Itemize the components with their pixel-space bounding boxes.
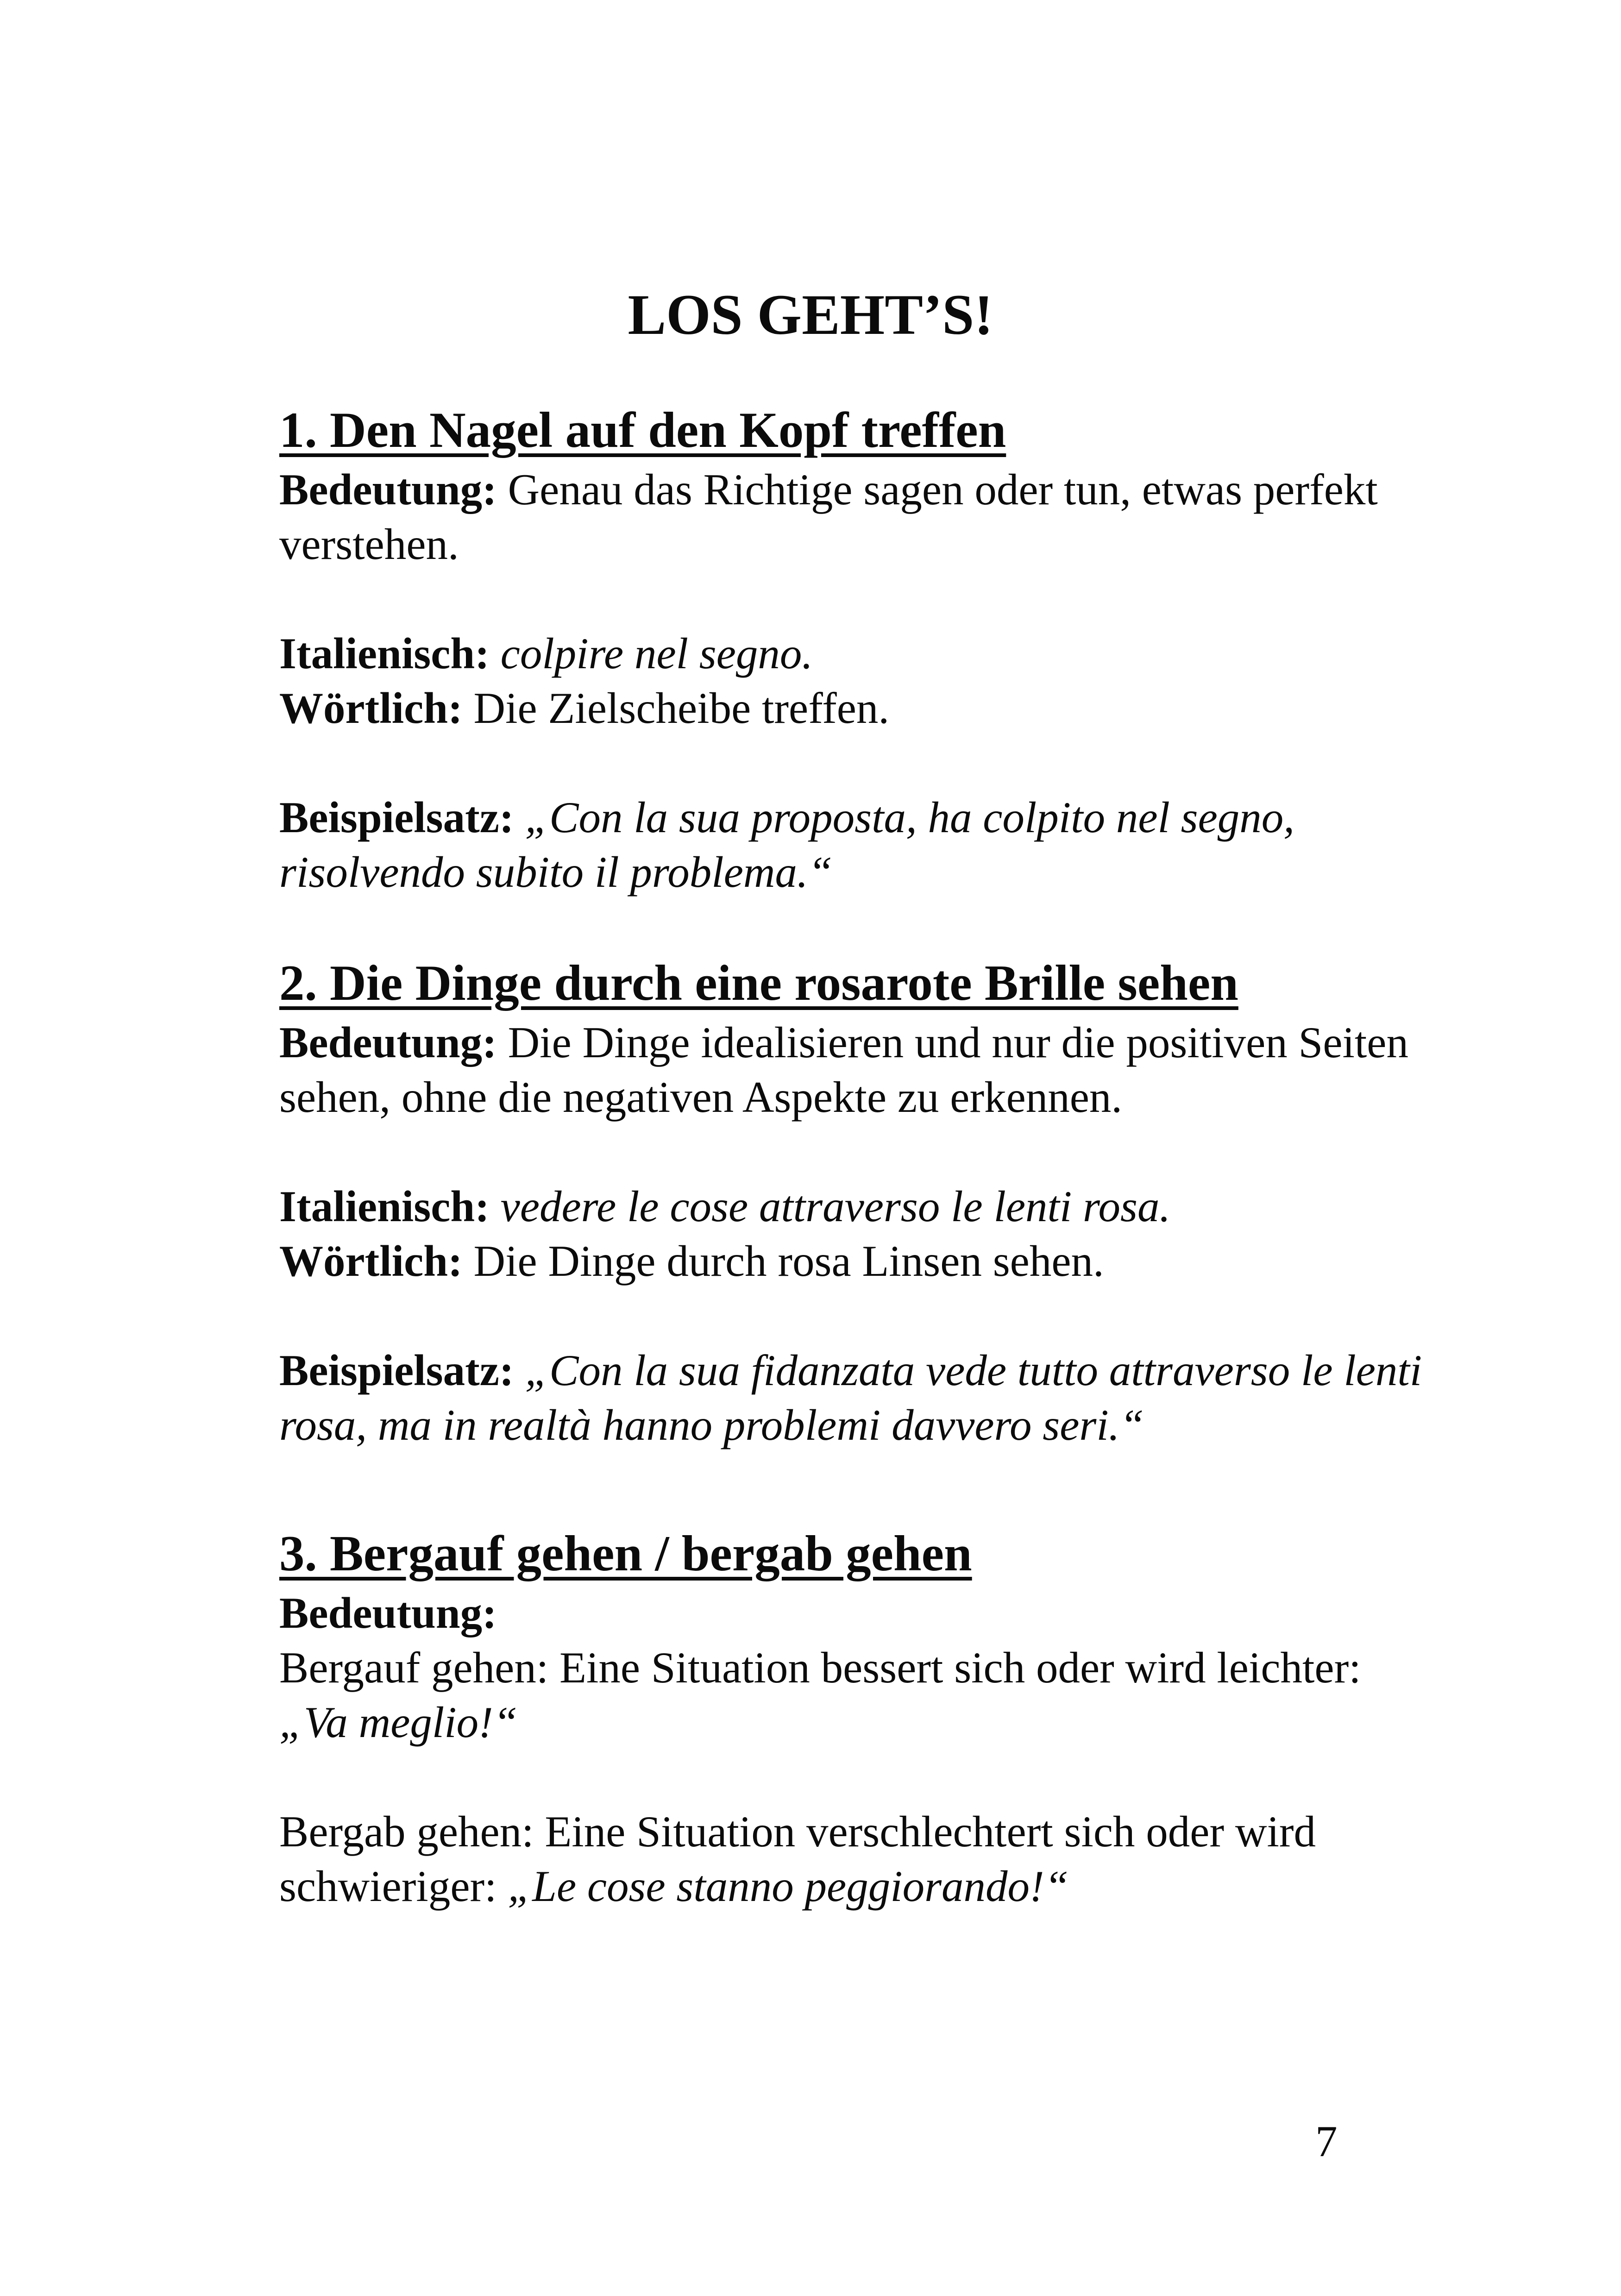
idiom-section-1 xyxy=(279,398,1437,899)
section-heading: 3. Bergauf gehen / bergab gehen xyxy=(279,1525,972,1581)
italian-line xyxy=(279,626,1437,681)
meaning-text: Genau das Richtige sagen oder tun, etwas perfekt verstehen. xyxy=(279,465,1378,569)
meaning-label: Bedeutung: xyxy=(279,1588,497,1637)
example-text: „Con la sua proposta, ha colpito nel segno, risolvendo subito il problema.“ xyxy=(279,793,1295,897)
literal-text: Die Zielscheibe treffen. xyxy=(462,684,890,733)
section-heading: 2. Die Dinge durch eine rosarote Brille sehen xyxy=(279,955,1238,1011)
example-label: Beispielsatz: xyxy=(279,1346,514,1395)
example-label: Beispielsatz: xyxy=(279,793,514,842)
page-content xyxy=(279,398,1437,1913)
uphill-paragraph xyxy=(279,1640,1437,1750)
literal-label: Wörtlich: xyxy=(279,684,463,733)
meaning-paragraph xyxy=(279,462,1437,571)
example-paragraph xyxy=(279,790,1437,899)
example-paragraph xyxy=(279,1343,1437,1452)
literal-text: Die Dinge durch rosa Linsen sehen. xyxy=(462,1236,1104,1286)
meaning-label: Bedeutung: xyxy=(279,1018,497,1067)
literal-label: Wörtlich: xyxy=(279,1236,463,1286)
page-number: 7 xyxy=(1315,2117,1338,2166)
meaning-text: Die Dinge idealisieren und nur die positiven Seiten sehen, ohne die negativen Aspekte zu erkennen. xyxy=(279,1018,1408,1122)
literal-line xyxy=(279,681,1437,735)
idiom-section-2 xyxy=(279,951,1437,1452)
page-title: LOS GEHT’S! xyxy=(628,283,993,346)
downhill-quote: „Le cose stanno peggiorando!“ xyxy=(508,1862,1069,1911)
downhill-text: Bergab gehen: Eine Situation verschlechtert sich oder wird schwieriger: xyxy=(279,1807,1316,1911)
italian-text: vedere le cose attraverso le lenti rosa. xyxy=(500,1182,1171,1231)
italian-text: colpire nel segno. xyxy=(500,629,813,678)
meaning-paragraph xyxy=(279,1015,1437,1124)
section-heading: 1. Den Nagel auf den Kopf treffen xyxy=(279,402,1006,458)
downhill-paragraph xyxy=(279,1804,1437,1913)
literal-line xyxy=(279,1234,1437,1288)
italian-label: Italienisch: xyxy=(279,629,490,678)
uphill-text: Bergauf gehen: Eine Situation bessert sich oder wird leichter: xyxy=(279,1643,1361,1692)
uphill-quote: „Va meglio!“ xyxy=(279,1698,518,1747)
idiom-section-3 xyxy=(279,1522,1437,1913)
meaning-label: Bedeutung: xyxy=(279,465,497,514)
italian-label: Italienisch: xyxy=(279,1182,490,1231)
example-text: „Con la sua fidanzata vede tutto attraverso le lenti rosa, ma in realtà hanno problemi davvero seri.“ xyxy=(279,1346,1422,1449)
italian-line xyxy=(279,1179,1437,1234)
